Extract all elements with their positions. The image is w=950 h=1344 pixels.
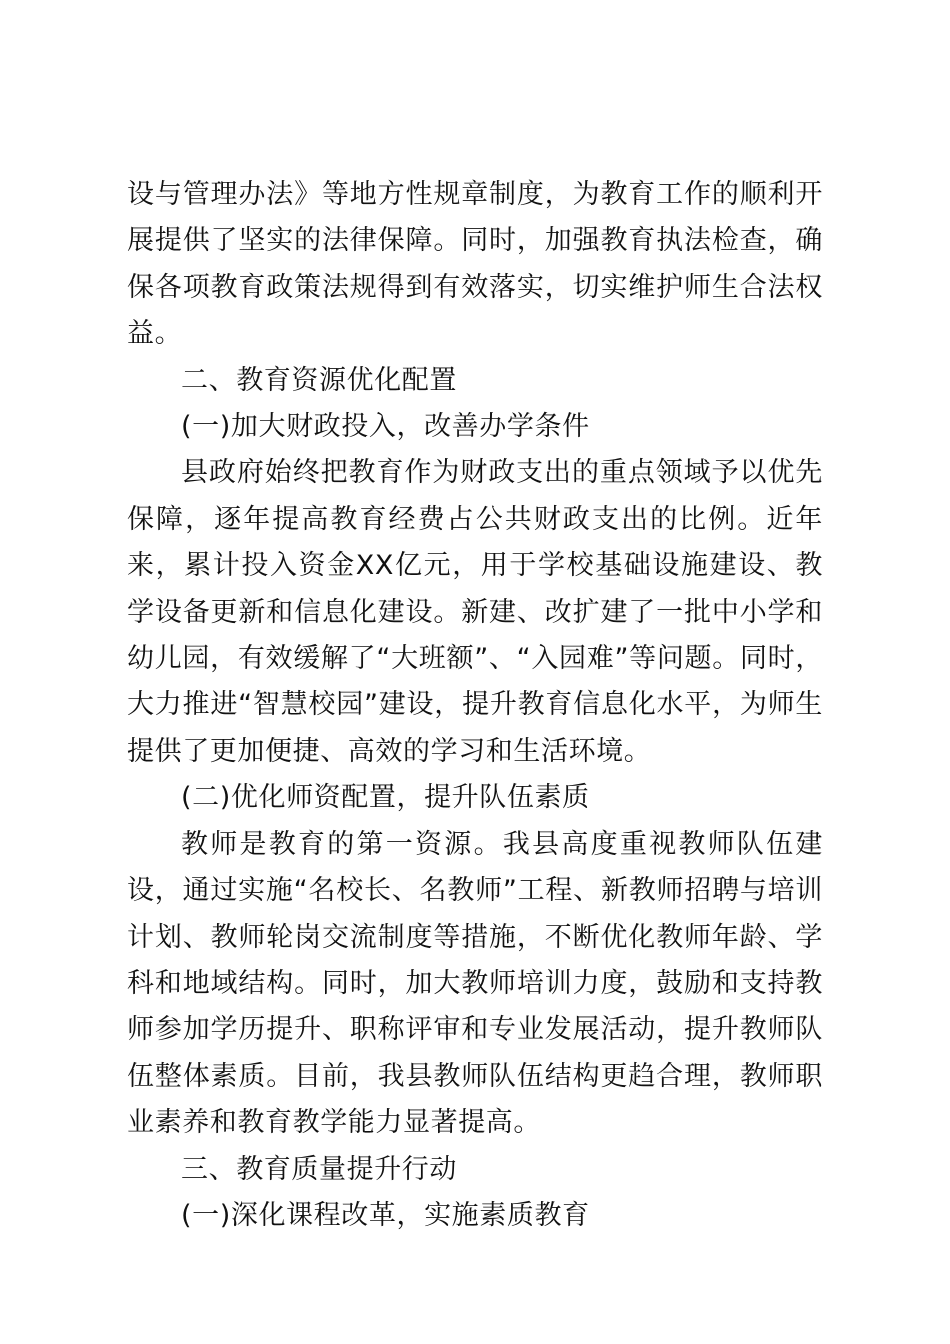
subsection-heading-finance: (一)加大财政投入，改善办学条件 <box>181 411 590 443</box>
body-paragraph-continued: 设与管理办法》等地方性规章制度，为教育工作的顺利开展提供了坚实的法律保障。同时，加强教育执法检查，确保各项教育政策法规得到有效落实，切实维护师生合法权益。 <box>127 179 823 350</box>
section-heading-resources: 二、教育资源优化配置 <box>181 364 457 396</box>
subsection-heading-teachers: (二)优化师资配置，提升队伍素质 <box>181 782 590 814</box>
body-paragraph-finance: 县政府始终把教育作为财政支出的重点领域予以优先保障，逐年提高教育经费占公共财政支出的比例。近年来，累计投入资金XX亿元，用于学校基础设施建设、教学设备更新和信息化建设。新建、改扩建了一批中小学和幼儿园，有效缓解了“大班额”、“入园难”等问题。同时，大力推进“智慧校园”建设，提升教育信息化水平，为师生提供了更加便捷、高效的学习和生活环境。 <box>127 457 823 767</box>
document-body <box>127 172 823 1239</box>
section-heading-quality: 三、教育质量提升行动 <box>181 1153 457 1185</box>
body-paragraph-teachers: 教师是教育的第一资源。我县高度重视教师队伍建设，通过实施“名校长、名教师”工程、新教师招聘与培训计划、教师轮岗交流制度等措施，不断优化教师年龄、学科和地域结构。同时，加大教师培训力度，鼓励和支持教师参加学历提升、职称评审和专业发展活动，提升教师队伍整体素质。目前，我县教师队伍结构更趋合理，教师职业素养和教育教学能力显著提高。 <box>127 828 823 1139</box>
subsection-heading-curriculum: (一)深化课程改革，实施素质教育 <box>181 1199 590 1231</box>
